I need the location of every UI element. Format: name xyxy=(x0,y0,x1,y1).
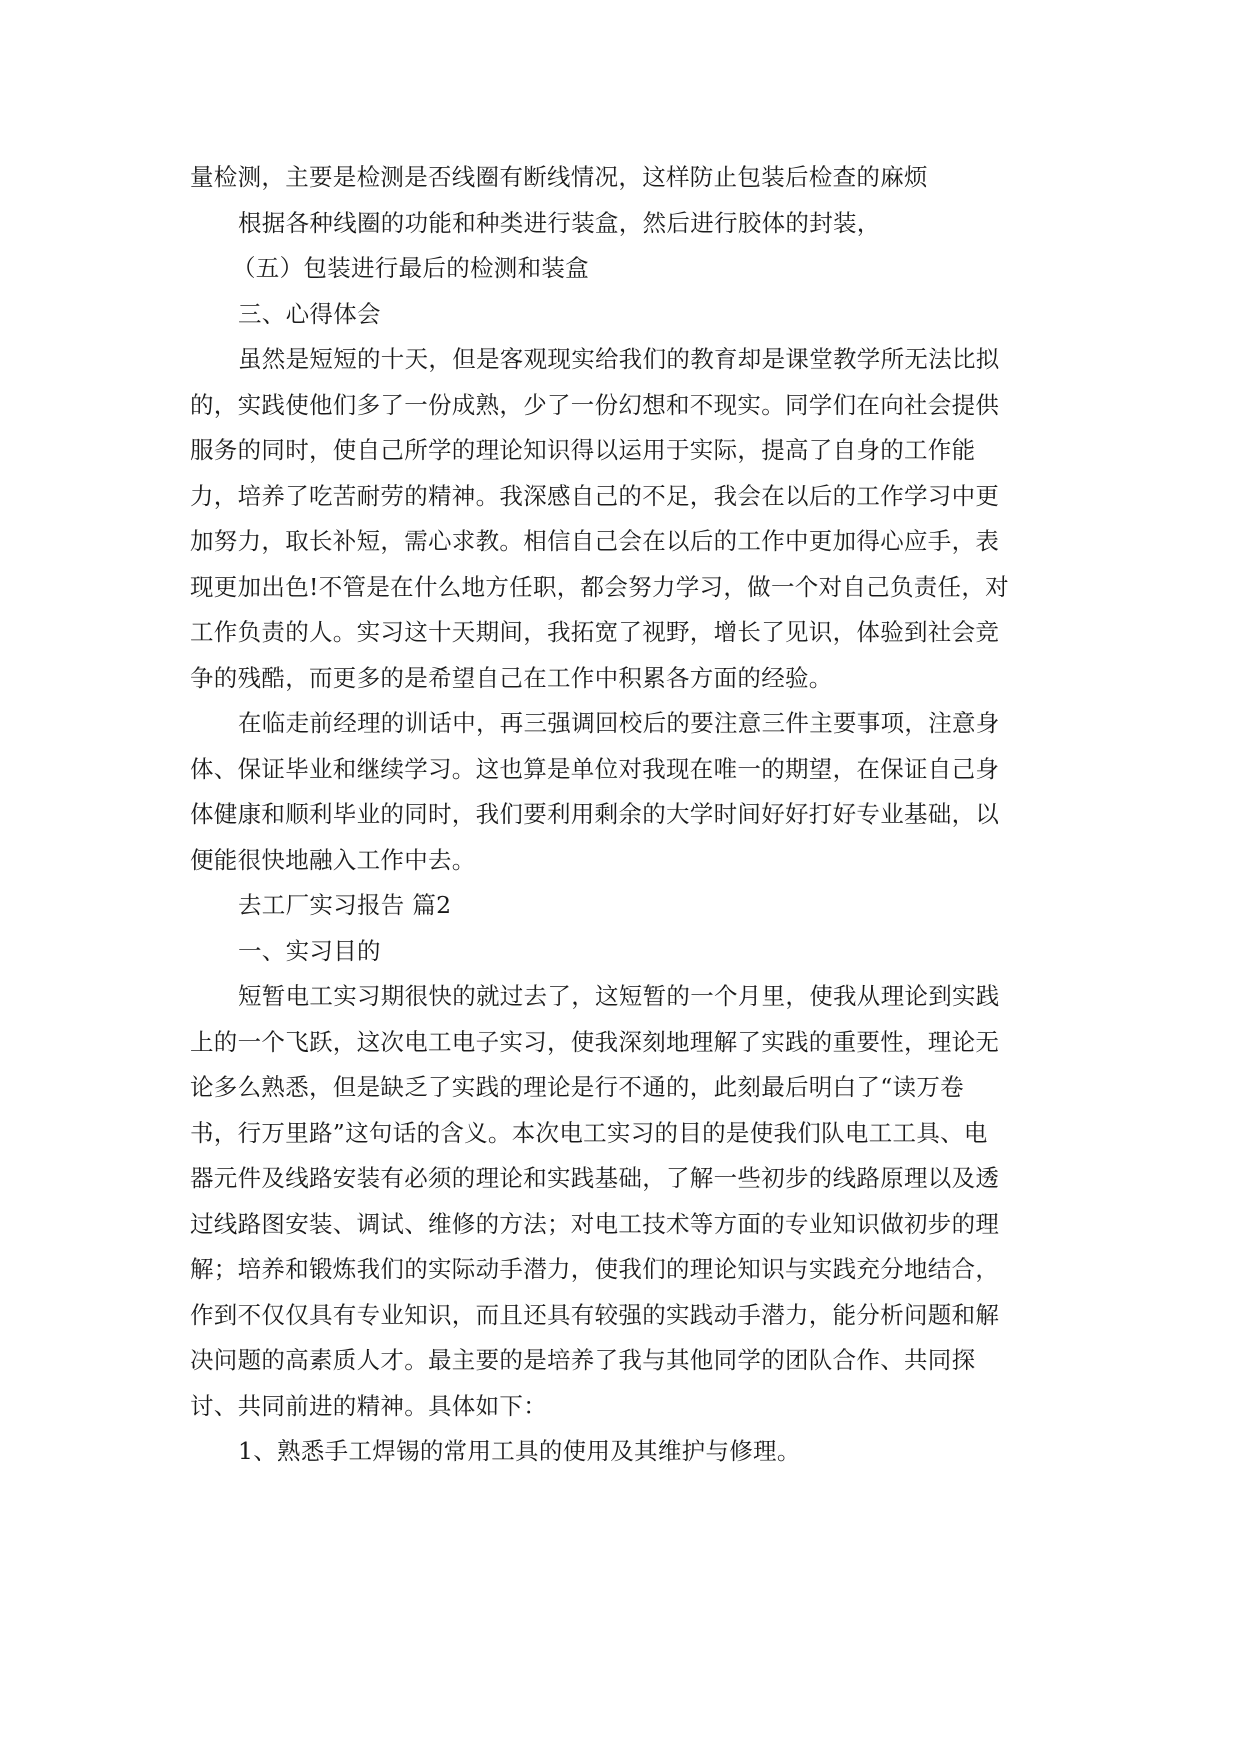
body-line: 虽然是短短的十天，但是客观现实给我们的教育却是课堂教学所无法比拟 xyxy=(238,345,1000,373)
body-line: 服务的同时，使自己所学的理论知识得以运用于实际，提高了自身的工作能 xyxy=(190,436,976,464)
body-line: 的，实践使他们多了一份成熟，少了一份幻想和不现实。同学们在向社会提供 xyxy=(190,390,1000,419)
body-line: 加努力，取长补短，需心求教。相信自己会在以后的工作中更加得心应手，表 xyxy=(190,527,1000,555)
body-line: 在临走前经理的训话中，再三强调回校后的要注意三件主要事项，注意身 xyxy=(238,709,1000,737)
body-line: 工作负责的人。实习这十天期间，我拓宽了视野，增长了见识，体验到社会竞 xyxy=(190,618,1000,646)
body-line: 现更加出色!不管是在什么地方任职，都会努力学习，做一个对自己负责任，对 xyxy=(190,572,1009,601)
body-line: 器元件及线路安装有必须的理论和实践基础，了解一些初步的线路原理以及透 xyxy=(190,1164,1000,1192)
body-line: 过线路图安装、调试、维修的方法；对电工技术等方面的专业知识做初步的理 xyxy=(190,1209,1000,1238)
body-line: 书，行万里路”这句话的含义。本次电工实习的目的是使我们队电工工具、电 xyxy=(190,1118,988,1147)
body-line: 力，培养了吃苦耐劳的精神。我深感自己的不足，我会在以后的工作学习中更 xyxy=(190,481,1000,510)
section-heading: 三、心得体会 xyxy=(238,299,381,328)
body-line: 短暂电工实习期很快的就过去了，这短暂的一个月里，使我从理论到实践 xyxy=(238,982,1000,1010)
list-item: 1、熟悉手工焊锡的常用工具的使用及其维护与修理。 xyxy=(238,1437,801,1465)
body-line: 讨、共同前进的精神。具体如下： xyxy=(190,1391,547,1420)
body-line: 量检测，主要是检测是否线圈有断线情况，这样防止包装后检查的麻烦 xyxy=(190,163,928,191)
body-line: 上的一个飞跃，这次电工电子实习，使我深刻地理解了实践的重要性，理论无 xyxy=(190,1027,1000,1056)
body-line: 解；培养和锻炼我们的实际动手潜力，使我们的理论知识与实践充分地结合， xyxy=(190,1255,1000,1283)
body-line: 论多么熟悉，但是缺乏了实践的理论是行不通的，此刻最后明白了“读万卷 xyxy=(190,1073,964,1101)
body-line: 争的残酷，而更多的是希望自己在工作中积累各方面的经验。 xyxy=(190,663,833,692)
section-heading: （五）包装进行最后的检测和装盒 xyxy=(232,254,589,282)
report-title: 去工厂实习报告 篇2 xyxy=(238,891,452,919)
body-line: 体、保证毕业和继续学习。这也算是单位对我现在唯一的期望，在保证自己身 xyxy=(190,754,1000,783)
document-body xyxy=(190,155,1058,1475)
body-line: 决问题的高素质人才。最主要的是培养了我与其他同学的团队合作、共同探 xyxy=(190,1346,976,1374)
body-line: 体健康和顺利毕业的同时，我们要利用剩余的大学时间好好打好专业基础，以 xyxy=(190,800,1000,828)
body-line: 便能很快地融入工作中去。 xyxy=(190,845,476,874)
body-line: 作到不仅仅具有专业知识，而且还具有较强的实践动手潜力，能分析问题和解 xyxy=(190,1300,1000,1329)
body-line: 根据各种线圈的功能和种类进行装盒，然后进行胶体的封装， xyxy=(238,208,881,237)
section-heading: 一、实习目的 xyxy=(238,936,381,965)
